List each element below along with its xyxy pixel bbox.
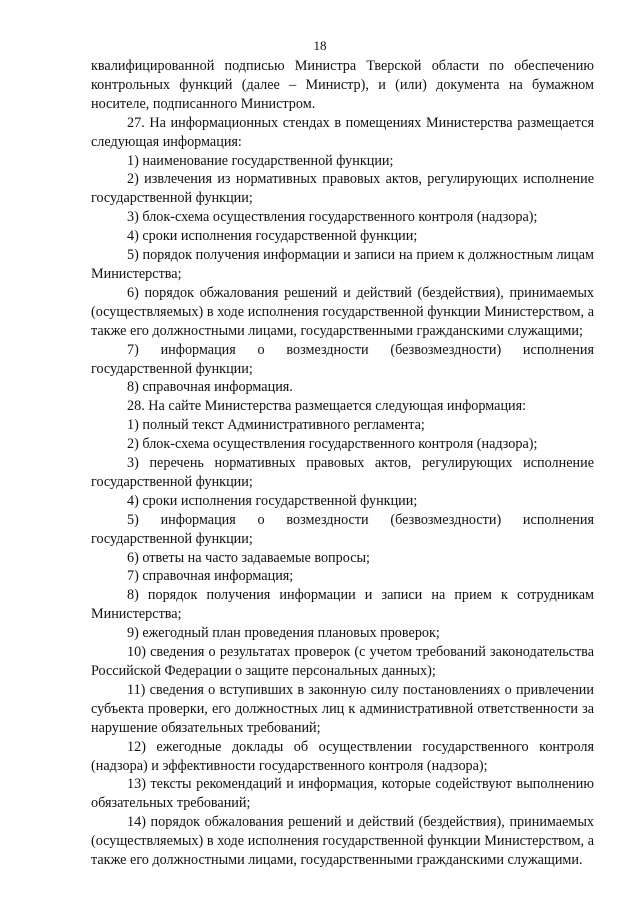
- list-item: 6) порядок обжалования решений и действий (бездействия), принимаемых (осуществляемых) в ходе исполнения государственной функции Министерством, а также его должностными лицами, государственными гражданскими служащими;: [91, 284, 594, 339]
- list-item: 3) блок-схема осуществления государственного контроля (надзора);: [127, 209, 538, 226]
- list-item: 3) перечень нормативных правовых актов, регулирующих исполнение государственной функции;: [91, 455, 594, 490]
- list-item: 6) ответы на часто задаваемые вопросы;: [127, 549, 370, 566]
- list-item: 14) порядок обжалования решений и действий (бездействия), принимаемых (осуществляемых) в ходе исполнения государственной функции Министерством, а также его должностными лицами, государственными гражданскими служащими.: [91, 814, 594, 869]
- list-item: 4) сроки исполнения государственной функции;: [127, 228, 418, 245]
- paragraph: 28. На сайте Министерства размещается следующая информация:: [127, 398, 527, 415]
- document-body: [91, 57, 594, 870]
- page-number: 18: [313, 38, 327, 53]
- list-item: 8) справочная информация.: [127, 379, 293, 396]
- paragraph: квалифицированной подписью Министра Тверской области по обеспечению контрольных функций (далее – Министр), и (или) документа на бумажном носителе, подписанного Министром.: [91, 58, 594, 112]
- list-item: 13) тексты рекомендаций и информация, которые содействуют выполнению обязательных требований;: [91, 776, 594, 812]
- list-item: 2) извлечения из нормативных правовых актов, регулирующих исполнение государственной функции;: [91, 171, 594, 207]
- list-item: 9) ежегодный план проведения плановых проверок;: [127, 625, 440, 642]
- paragraph: 27. На информационных стендах в помещениях Министерства размещается следующая информация:: [91, 114, 594, 150]
- list-item: 1) полный текст Административного регламента;: [127, 417, 425, 434]
- list-item: 4) сроки исполнения государственной функции;: [127, 492, 418, 509]
- list-item: 1) наименование государственной функции;: [127, 152, 394, 169]
- list-item: 7) информация о возмездности (безвозмездности) исполнения государственной функции;: [91, 341, 594, 377]
- list-item: 2) блок-схема осуществления государственного контроля (надзора);: [127, 436, 538, 453]
- list-item: 10) сведения о результатах проверок (с учетом требований законодательства Российской Федерации о защите персональных данных);: [91, 644, 594, 679]
- list-item: 12) ежегодные доклады об осуществлении государственного контроля (надзора) и эффективности государственного контроля (надзора);: [91, 738, 594, 774]
- list-item: 7) справочная информация;: [127, 568, 294, 585]
- list-item: 11) сведения о вступивших в законную силу постановлениях о привлечении субъекта проверки, его должностных лиц к административной ответственности за нарушение обязательных требований;: [91, 681, 594, 736]
- list-item: 5) порядок получения информации и записи на прием к должностным лицам Министерства;: [91, 247, 594, 282]
- list-item: 5) информация о возмездности (безвозмездности) исполнения государственной функции;: [91, 511, 594, 547]
- list-item: 8) порядок получения информации и записи на прием к сотрудникам Министерства;: [91, 587, 594, 623]
